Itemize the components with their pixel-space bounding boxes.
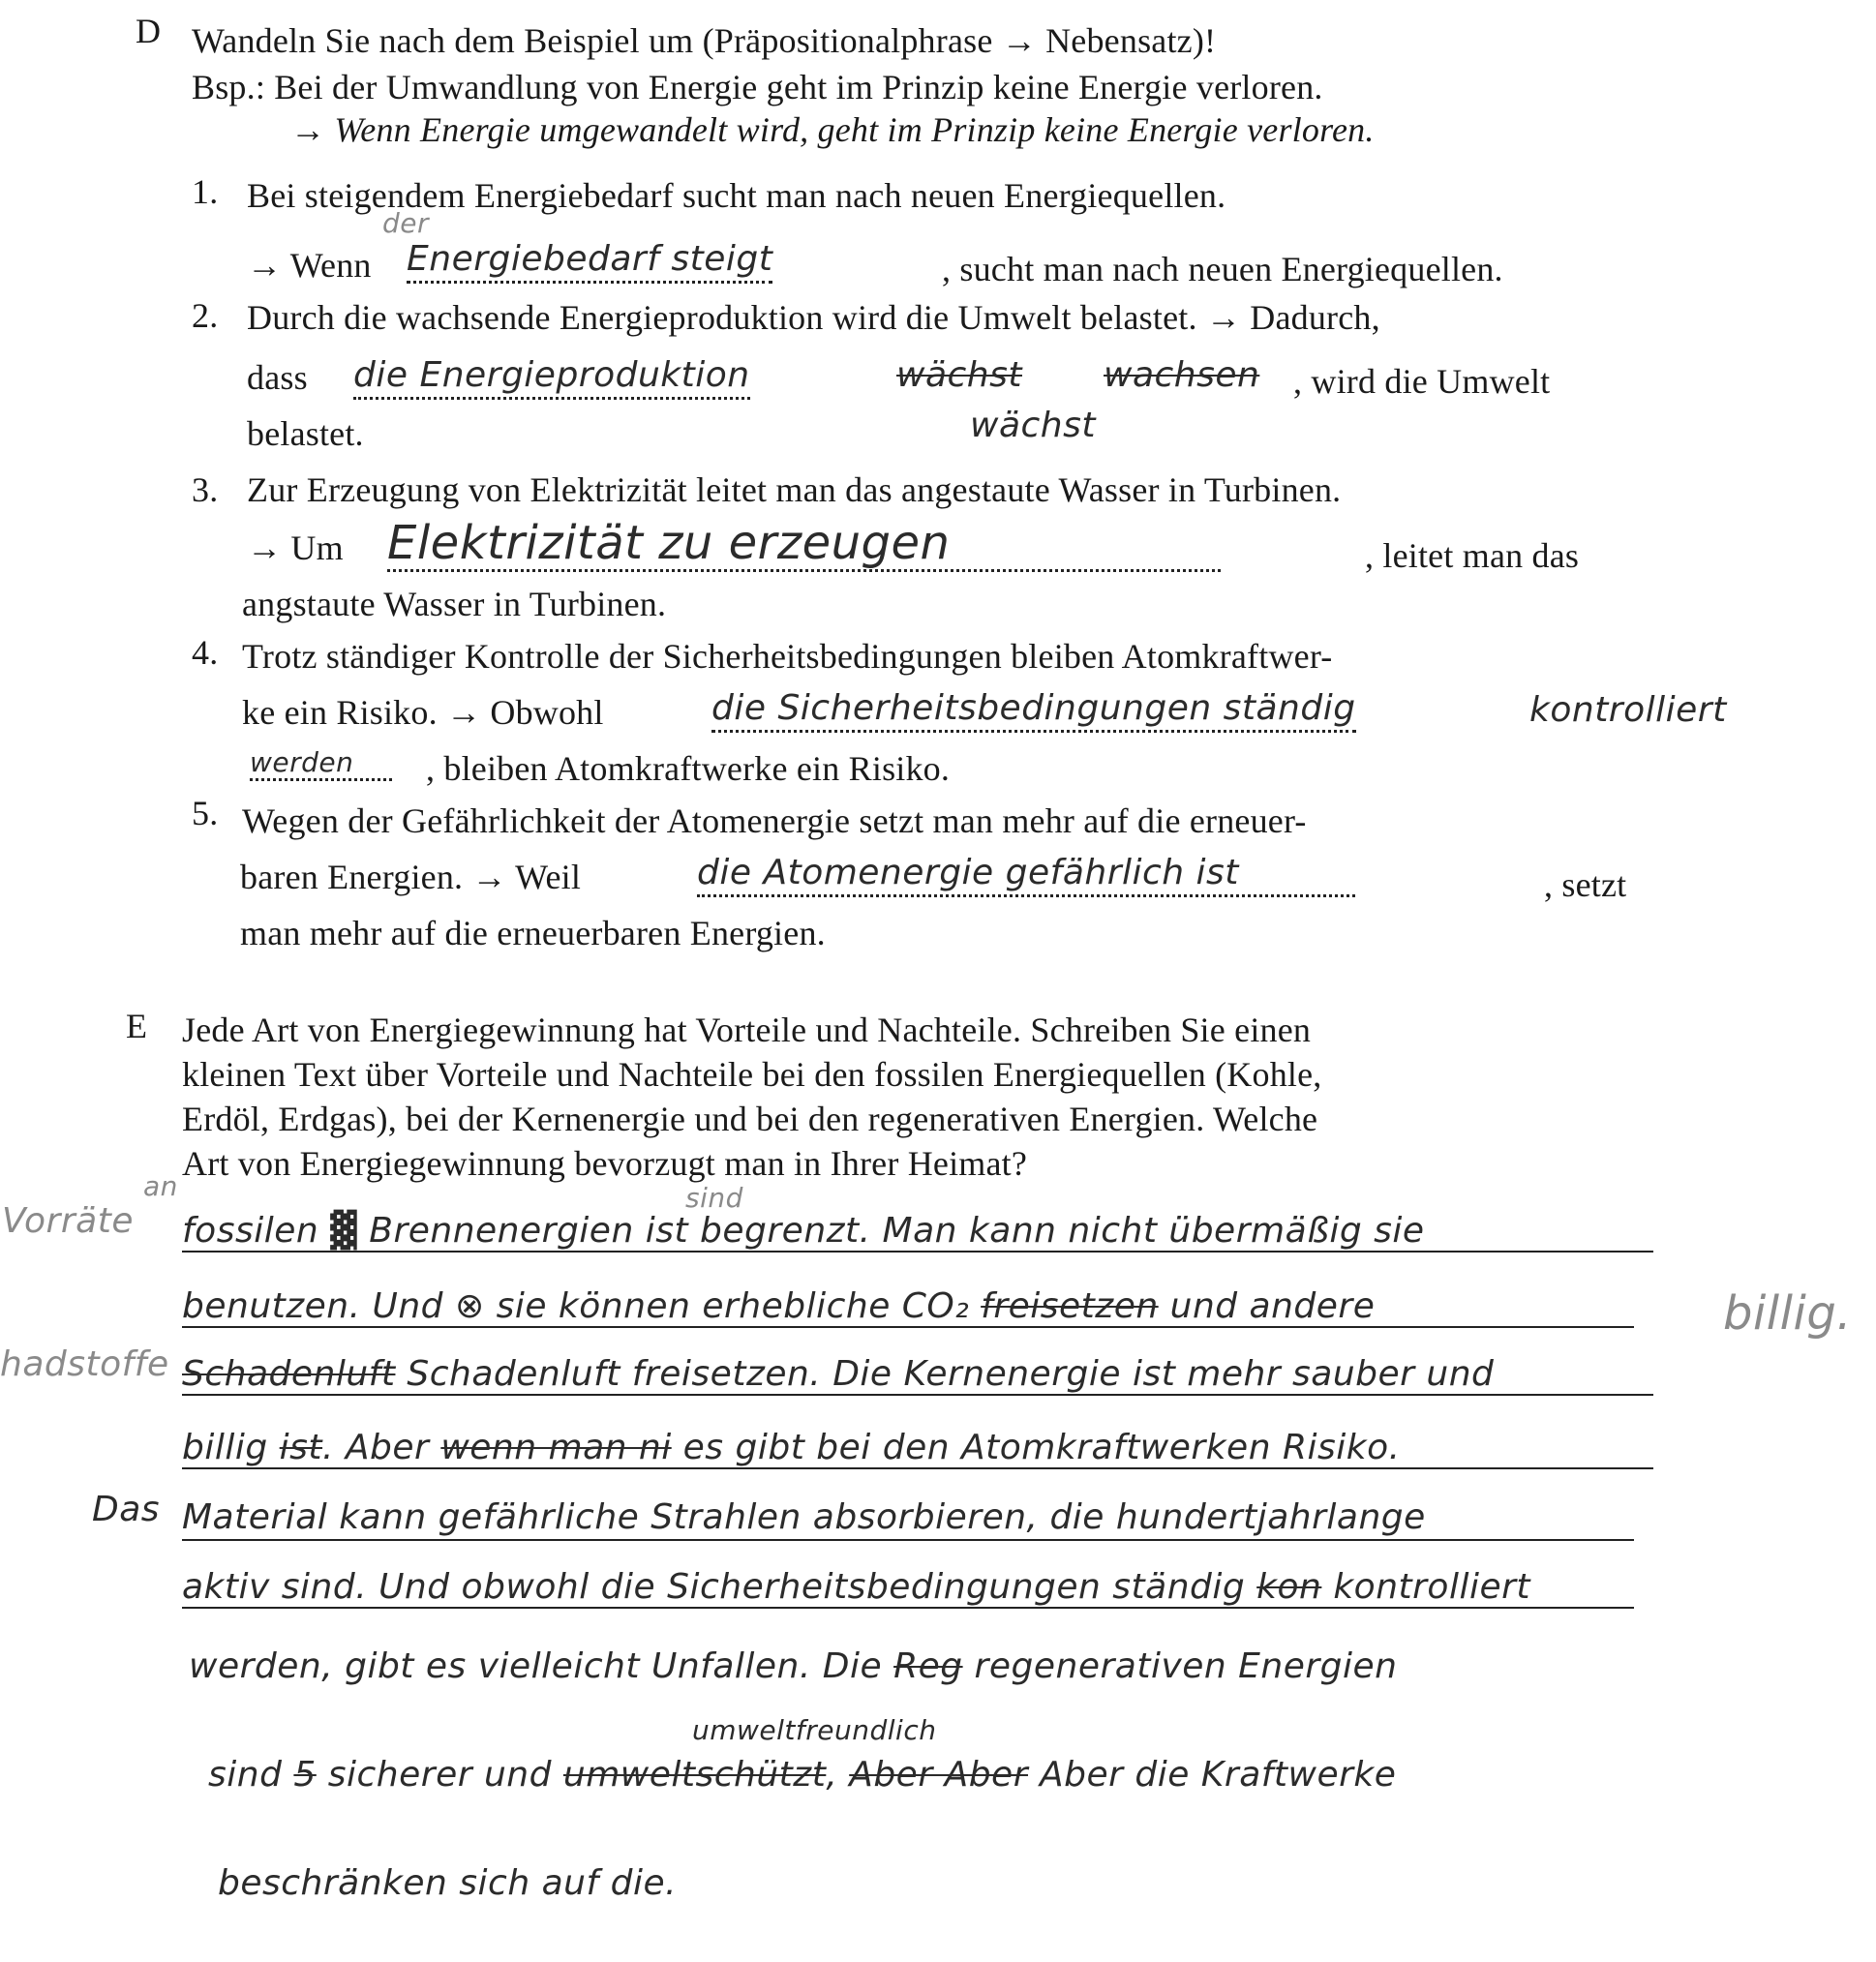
essay-line-4-struck-a: ist	[279, 1428, 323, 1467]
item-2-number: 2.	[192, 296, 219, 335]
essay-insert-umwelt: umweltfreundlich	[692, 1714, 937, 1746]
item-3-suffix: , leitet man das	[1365, 536, 1580, 575]
margin-note-hadstoffe: hadstoffe	[0, 1344, 169, 1384]
essay-line-5: Material kann gefährliche Strahlen absorbieren, die hundertjahrlange	[182, 1497, 1426, 1537]
essay-line-2: benutzen. Und ⊗ sie können erhebliche CO₂ freisetzen und andere	[182, 1286, 1376, 1326]
item-5-sentence: Wegen der Gefährlichkeit der Atomenergie setzt man mehr auf die erneuer-	[242, 801, 1307, 840]
insert-an: an	[143, 1170, 178, 1202]
item-4-suffix: , bleiben Atomkraftwerke ein Risiko.	[426, 749, 951, 788]
item-1-suffix: , sucht man nach neuen Energiequellen.	[942, 250, 1503, 288]
essay-line-6-struck: kon	[1256, 1567, 1322, 1607]
essay-line-8-struck-b: umweltschützt	[562, 1755, 827, 1795]
item-1-answer: Energiebedarf steigt	[407, 238, 772, 284]
section-e-line-1: Jede Art von Energiegewinnung hat Vorteile und Nachteile. Schreiben Sie einen	[182, 1011, 1312, 1049]
essay-line-9: beschränken sich auf die.	[218, 1863, 678, 1903]
item-1-sentence: Bei steigendem Energiebedarf sucht man nach neuen Energiequellen.	[247, 176, 1226, 215]
essay-line-3-struck: Schadenluft	[182, 1354, 396, 1394]
item-2-continuation: belastet.	[247, 414, 364, 453]
insert-sind: sind	[685, 1182, 743, 1214]
item-5-number: 5.	[192, 794, 219, 832]
item-2-answer: die Energieproduktion	[353, 354, 750, 400]
item-2-sentence: Durch die wachsende Energieproduktion wird die Umwelt belastet. → Dadurch,	[247, 298, 1380, 337]
section-e-letter: E	[126, 1007, 148, 1045]
item-4-answer-3: werden	[250, 747, 392, 781]
essay-line-3: Schadenluft Schadenluft freisetzen. Die Kernenergie ist mehr sauber und	[182, 1354, 1495, 1394]
margin-note-billig: billig.	[1723, 1286, 1853, 1341]
essay-line-4-struck-b: wenn man ni	[440, 1428, 672, 1467]
section-d-instruction: Wandeln Sie nach dem Beispiel um (Präpositionalphrase → Nebensatz)!	[192, 21, 1217, 60]
essay-line-1: fossilen ▓ Brennenergien ist begrenzt. Man kann nicht übermäßig sie	[182, 1211, 1425, 1251]
item-4-answer-2: kontrolliert	[1529, 690, 1727, 730]
item-3-number: 3.	[192, 470, 219, 509]
item-3-answer: Elektrizität zu erzeugen	[387, 517, 1221, 572]
item-2-correction: wächst	[970, 406, 1096, 445]
section-d-example-answer: → Wenn Energie umgewandelt wird, geht im Prinzip keine Energie verloren.	[290, 110, 1375, 149]
item-1-number: 1.	[192, 172, 219, 211]
essay-line-6: aktiv sind. Und obwohl die Sicherheitsbedingungen ständig kon kontrolliert	[182, 1567, 1531, 1607]
section-d-example: Bsp.: Bei der Umwandlung von Energie geht im Prinzip keine Energie verloren.	[192, 68, 1323, 106]
section-e-line-4: Art von Energiegewinnung bevorzugt man in Ihrer Heimat?	[182, 1144, 1028, 1183]
essay-line-7-struck: Reg	[893, 1646, 963, 1686]
item-2-suffix: , wird die Umwelt	[1293, 362, 1551, 401]
section-d-letter: D	[136, 12, 162, 50]
item-4-sentence: Trotz ständiger Kontrolle der Sicherheitsbedingungen bleiben Atomkraftwer-	[242, 637, 1333, 676]
item-4-answer: die Sicherheitsbedingungen ständig	[711, 687, 1356, 733]
item-4-number: 4.	[192, 633, 219, 672]
item-2-prefix: dass	[247, 358, 308, 397]
margin-note-das: Das	[92, 1490, 161, 1529]
section-e-line-2: kleinen Text über Vorteile und Nachteile bei den fossilen Energiequellen (Kohle,	[182, 1055, 1322, 1094]
item-5-answer: die Atomenergie gefährlich ist	[697, 852, 1355, 897]
essay-line-4: billig ist. Aber wenn man ni es gibt bei den Atomkraftwerken Risiko.	[182, 1428, 1401, 1467]
ruled-line	[182, 1539, 1634, 1541]
item-5-continuation: man mehr auf die erneuerbaren Energien.	[240, 914, 826, 952]
item-3-prefix: → Um	[247, 528, 344, 567]
item-5-line2-prefix: baren Energien. → Weil	[240, 858, 582, 896]
item-3-continuation: angstaute Wasser in Turbinen.	[242, 585, 667, 623]
item-2-struck-2: wachsen	[1104, 355, 1260, 395]
essay-line-8-struck-a: 5	[293, 1755, 317, 1795]
essay-line-2-struck: freisetzen	[981, 1286, 1159, 1326]
essay-line-8: sind 5 sicherer und umweltschützt, Aber Aber Aber die Kraftwerke	[208, 1755, 1397, 1795]
margin-note-vorraete: Vorräte	[2, 1201, 134, 1241]
section-e-line-3: Erdöl, Erdgas), bei der Kernenergie und bei den regenerativen Energien. Welche	[182, 1100, 1318, 1138]
essay-line-8-struck-c: Aber Aber	[849, 1755, 1029, 1795]
item-1-insert: der	[382, 207, 430, 239]
essay-line-7: werden, gibt es vielleicht Unfallen. Die Reg regenerativen Energien	[189, 1646, 1398, 1686]
item-2-struck-1: wächst	[896, 355, 1022, 395]
item-3-sentence: Zur Erzeugung von Elektrizität leitet man das angestaute Wasser in Turbinen.	[247, 470, 1342, 509]
item-5-suffix: , setzt	[1544, 865, 1627, 904]
item-1-prefix: → Wenn	[247, 246, 372, 285]
item-4-line2-prefix: ke ein Risiko. → Obwohl	[242, 693, 604, 732]
